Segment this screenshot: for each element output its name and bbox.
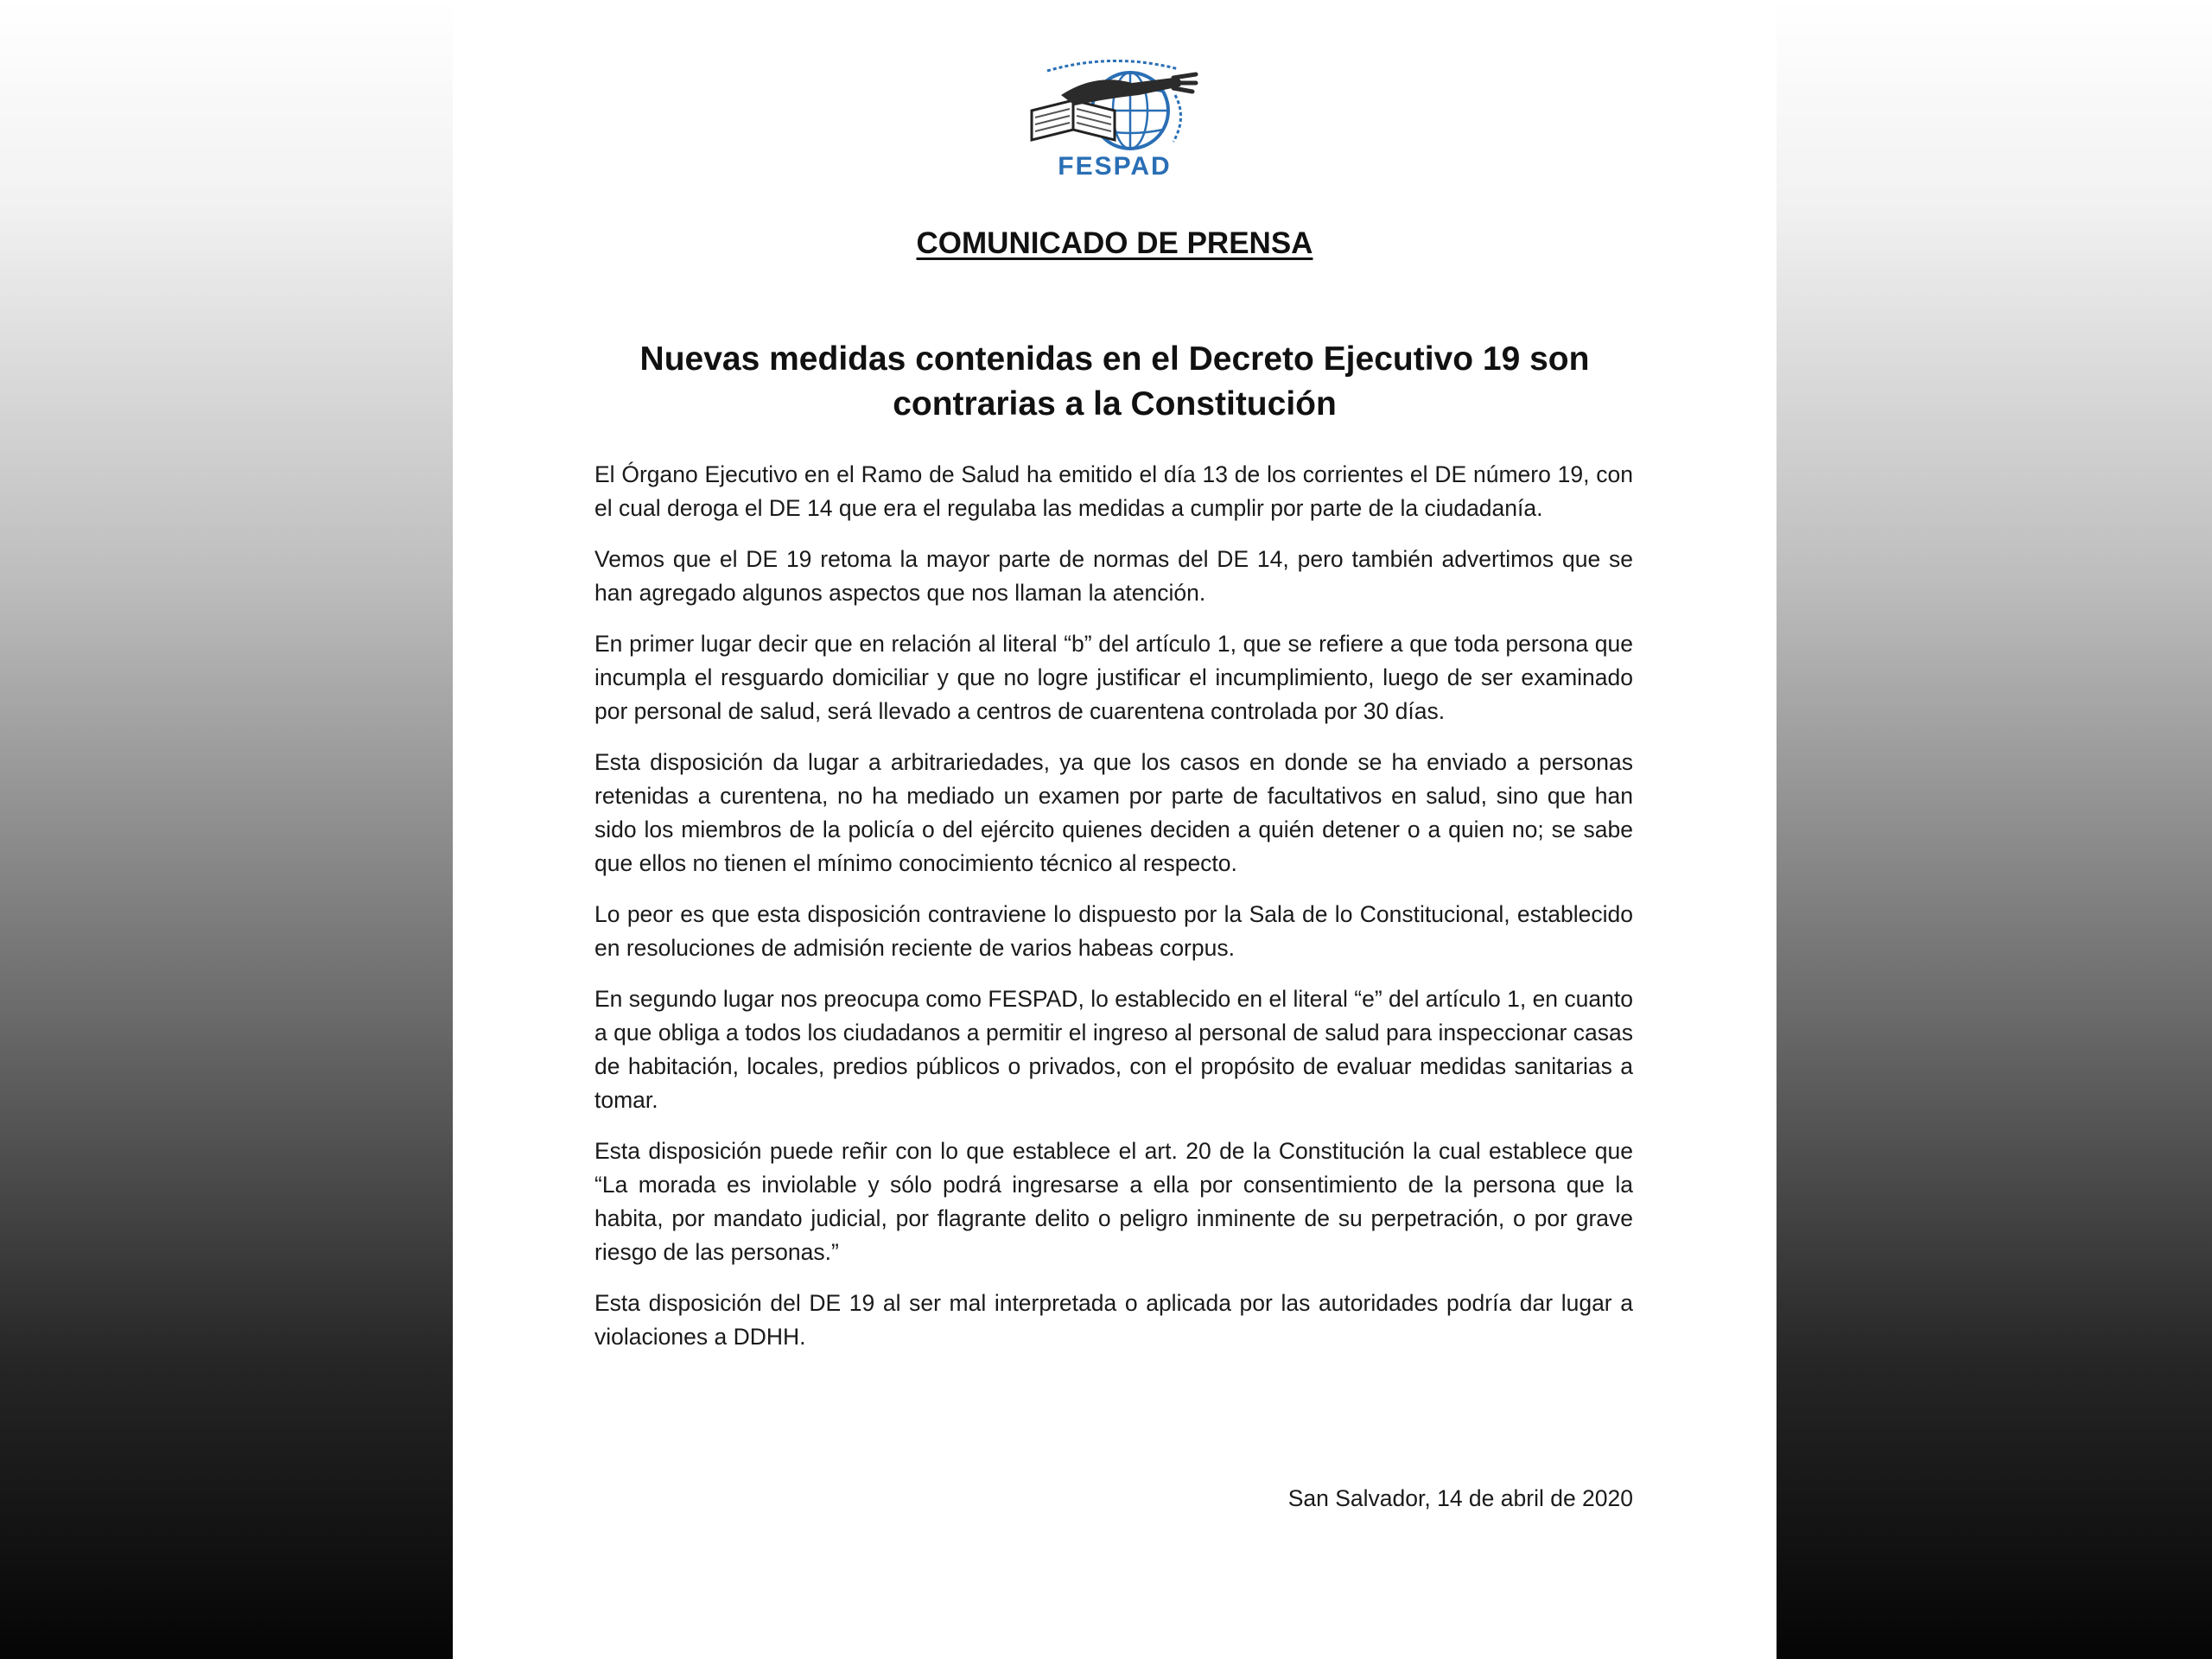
body-paragraph: En primer lugar decir que en relación al literal “b” del artículo 1, que se refiere a que toda persona que incumpla el resguardo domiciliar y que no logre justificar el incumplimiento, luego de ser examinado por personal de salud, será llevado a centros de cuarentena controlada por 30 días. <box>594 631 1633 724</box>
section-label: COMUNICADO DE PRENSA <box>916 226 1313 260</box>
headline: Nuevas medidas contenidas en el Decreto Ejecutivo 19 son contrarias a la Constitución <box>639 340 1590 423</box>
fespad-logo <box>1027 57 1203 185</box>
body-paragraph: El Órgano Ejecutivo en el Ramo de Salud ha emitido el día 13 de los corrientes el DE número 19, con el cual deroga el DE 14 que era el regulaba las medidas a cumplir por parte de la ciudadanía. <box>594 461 1633 521</box>
document-page <box>453 0 1777 1659</box>
logo-wordmark: FESPAD <box>1058 152 1172 181</box>
body-paragraph: Esta disposición del DE 19 al ser mal interpretada o aplicada por las autoridades podría dar lugar a violaciones a DDHH. <box>594 1290 1633 1350</box>
body-paragraph: Esta disposición da lugar a arbitrariedades, ya que los casos en donde se ha enviado a personas retenidas a curentena, no ha mediado un examen por parte de facultativos en salud, sino que han sido los miembros de la policía o del ejército quienes deciden a quién detener o a quien no; se sabe que ellos no tienen el mínimo conocimiento técnico al respecto. <box>594 749 1633 876</box>
logo-emblem-icon <box>1027 57 1203 152</box>
body-paragraph: Lo peor es que esta disposición contraviene lo dispuesto por la Sala de lo Constitucional, establecido en resoluciones de admisión reciente de varios habeas corpus. <box>594 901 1633 961</box>
place-date-signoff: San Salvador, 14 de abril de 2020 <box>1287 1485 1633 1511</box>
body-paragraph: Esta disposición puede reñir con lo que establece el art. 20 de la Constitución la cual establece que “La morada es inviolable y sólo podrá ingresarse a ella por consentimiento de la persona que la habita, por mandato judicial, por flagrante delito o peligro inminente de su perpetración, o por grave riesgo de las personas.” <box>594 1138 1633 1265</box>
document-body <box>594 458 1633 1371</box>
body-paragraph: En segundo lugar nos preocupa como FESPAD, lo establecido en el literal “e” del artículo 1, en cuanto a que obliga a todos los ciudadanos a permitir el ingreso al personal de salud para inspeccionar casas de habitación, locales, predios públicos o privados, con el propósito de evaluar medidas sanitarias a tomar. <box>594 986 1633 1113</box>
body-paragraph: Vemos que el DE 19 retoma la mayor parte de normas del DE 14, pero también advertimos que se han agregado algunos aspectos que nos llaman la atención. <box>594 546 1633 606</box>
